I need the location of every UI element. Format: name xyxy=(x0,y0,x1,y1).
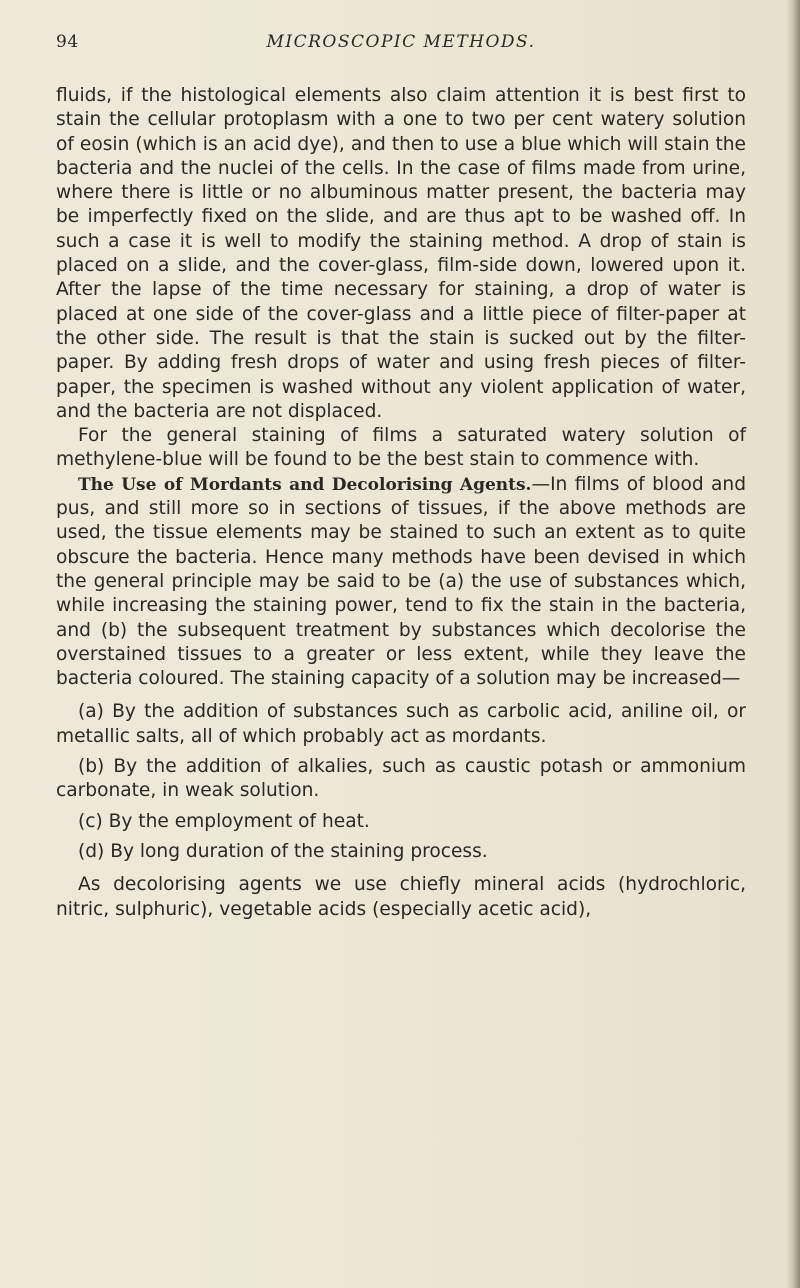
section-heading-mordants: The Use of Mordants and Decolorising Agents. xyxy=(78,474,532,495)
paragraph-eosin-staining: fluids, if the histological elements also claim attention it is best first to stain the cellular protoplasm with a one to two per cent watery solution of eosin (which is an acid dye), and then to use a blue which will stain the bacteria and the nuclei of the cells. In the case of films made from urine, where there is little or no albuminous matter present, the bacteria may be imperfectly fixed on the slide, and are thus apt to be washed off. In such a case it is well to modify the staining method. A drop of stain is placed on a slide, and the cover-glass, film-side down, lowered upon it. After the lapse of the time necessary for staining, a drop of water is placed at one side of the cover-glass and a little piece of filter-paper at the other side. The result is that the stain is sucked out by the filter-paper. By adding fresh drops of water and using fresh pieces of filter-paper, the specimen is washed without any violent application of water, and the bacteria are not displaced. xyxy=(56,85,746,422)
body-text xyxy=(56,84,746,922)
page-header xyxy=(56,32,746,62)
paragraph-methylene-blue: For the general staining of films a saturated watery solution of methylene-blue will be found to be the best stain to commence with. xyxy=(56,425,746,471)
list-item-b: (b) By the addition of alkalies, such as caustic potash or ammonium carbonate, in weak solution. xyxy=(56,756,746,802)
paragraph-decolorising-agents: As decolorising agents we use chiefly mineral acids (hydrochloric, nitric, sulphuric), vegetable acids (especially acetic acid), xyxy=(56,874,746,920)
list-item-a: (a) By the addition of substances such as carbolic acid, aniline oil, or metallic salts, all of which probably act as mordants. xyxy=(56,701,746,747)
page-number: 94 xyxy=(56,32,79,52)
list-item-d: (d) By long duration of the staining process. xyxy=(78,840,488,862)
running-head: MICROSCOPIC METHODS. xyxy=(266,32,536,52)
paragraph-mordants-text: —In films of blood and pus, and still more so in sections of tissues, if the above methods are used, the tissue elements may be stained to such an extent as to quite obscure the bacteria. Hence many methods have been devised in which the general principle may be said to be (a) the use of substances which, while increasing the staining power, tend to fix the stain in the bacteria, and (b) the subsequent treatment by substances which decolorise the overstained tissues to a greater or less extent, while they leave the bacteria coloured. The staining capacity of a solution may be increased— xyxy=(56,473,746,690)
list-item-c: (c) By the employment of heat. xyxy=(78,810,370,832)
page-edge-shadow xyxy=(786,0,800,1288)
paragraph-mordants xyxy=(56,473,746,692)
